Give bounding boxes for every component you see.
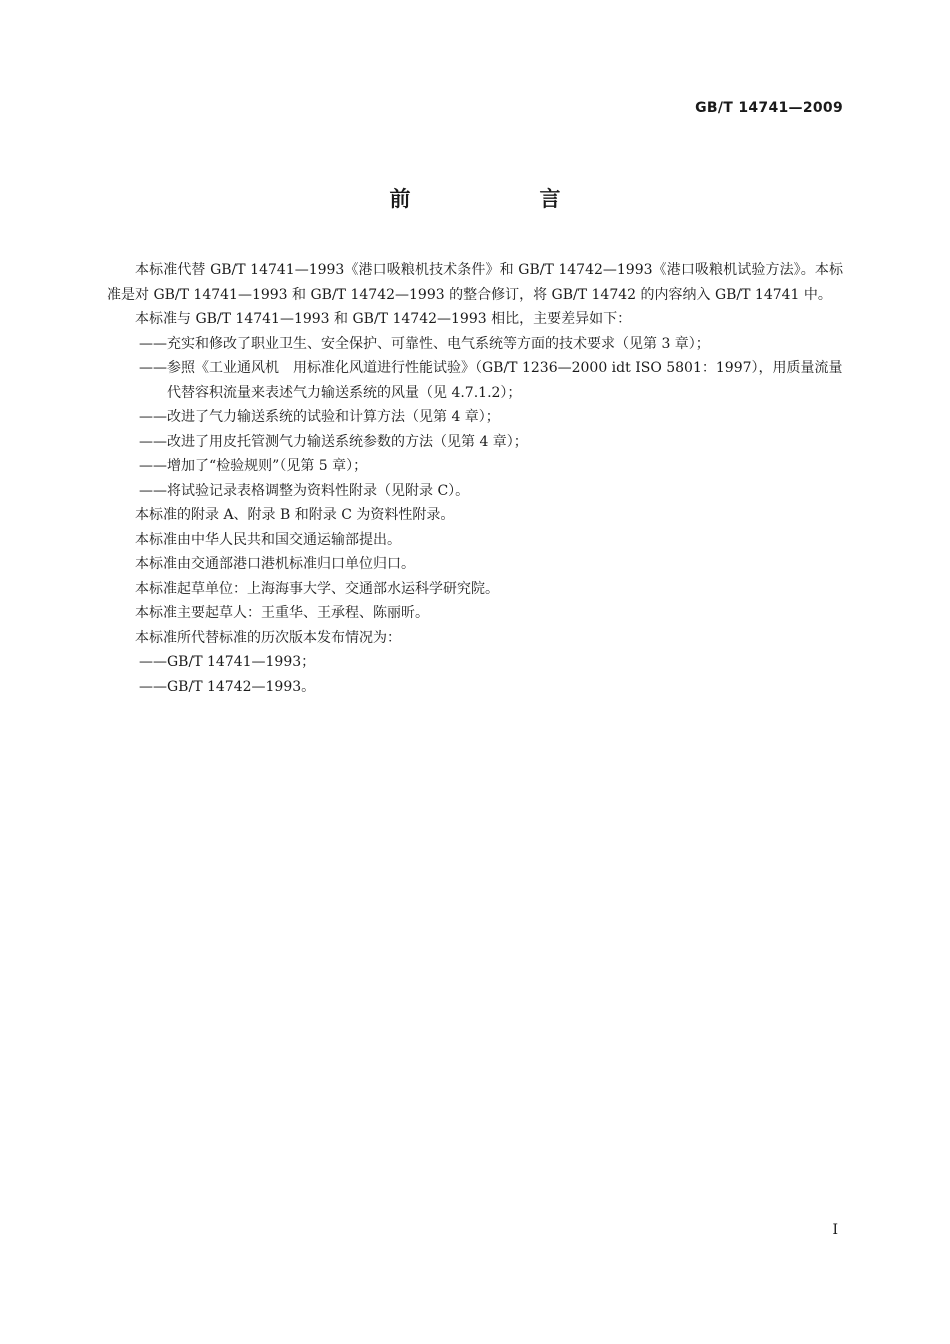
paragraph-differences-intro: 本标准与 GB/T 14741—1993 和 GB/T 14742—1993 相比，主要差异如下： bbox=[135, 311, 632, 327]
paragraph-annexes: 本标准的附录 A、附录 B 和附录 C 为资料性附录。 bbox=[135, 507, 455, 523]
paragraph-centralized-unit: 本标准由交通部港口港机标准归口单位归口。 bbox=[135, 556, 415, 572]
history-item: ——GB/T 14741—1993； bbox=[139, 654, 316, 670]
paragraph-history-intro: 本标准所代替标准的历次版本发布情况为： bbox=[135, 629, 401, 646]
difference-item: ——充实和修改了职业卫生、安全保护、可靠性、电气系统等方面的技术要求（见第 3 章）； bbox=[139, 335, 710, 352]
page-title: 前 言 bbox=[389, 186, 615, 211]
standard-code: GB/T 14741—2009 bbox=[695, 100, 843, 116]
history-item: ——GB/T 14742—1993。 bbox=[139, 678, 316, 695]
difference-item: ——增加了“检验规则”（见第 5 章）； bbox=[139, 458, 368, 474]
difference-item: ——将试验记录表格调整为资料性附录（见附录 C）。 bbox=[139, 482, 470, 499]
paragraph-drafting-units: 本标准起草单位：上海海事大学、交通部水运科学研究院。 bbox=[135, 580, 499, 597]
difference-item: ——参照《工业通风机 用标准化风道进行性能试验》（GB/T 1236—2000 idt ISO 5801：1997），用质量流量代替容积流量来表述气力输送系统的风量（见 4.7.1.2）； bbox=[139, 360, 843, 401]
paragraph-drafters: 本标准主要起草人：王重华、王承程、陈丽昕。 bbox=[135, 605, 429, 621]
paragraph-proposer: 本标准由中华人民共和国交通运输部提出。 bbox=[135, 531, 401, 548]
difference-item: ——改进了气力输送系统的试验和计算方法（见第 4 章）； bbox=[139, 409, 500, 425]
difference-item: ——改进了用皮托管测气力输送系统参数的方法（见第 4 章）； bbox=[139, 433, 528, 450]
foreword-body bbox=[107, 258, 843, 699]
paragraph-replacement: 本标准代替 GB/T 14741—1993《港口吸粮机技术条件》和 GB/T 14742—1993《港口吸粮机试验方法》。本标准是对 GB/T 14741—1993 和 GB/T 14742—1993 的整合修订，将 GB/T 14742 的内容纳入 GB/T 14741 中。 bbox=[107, 262, 843, 303]
page-number: I bbox=[832, 1222, 838, 1238]
